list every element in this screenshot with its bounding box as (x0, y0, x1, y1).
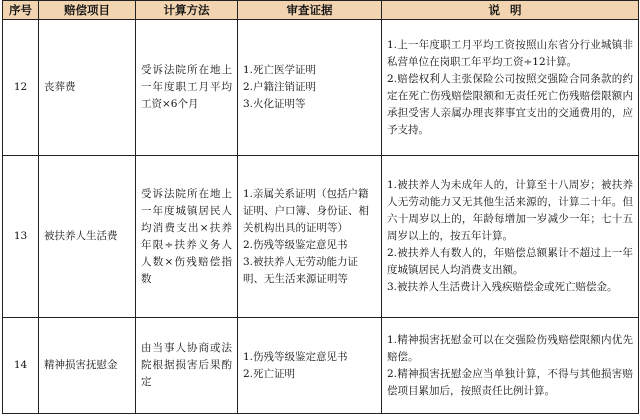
row-desc (382, 156, 639, 318)
header-no: 序号 (3, 1, 39, 20)
desc-line: 1.精神损害抚慰金可以在交强险伤残赔偿限额内优先赔偿。 (387, 333, 633, 363)
proof-line: 2.死亡证明 (243, 367, 296, 380)
row-desc (382, 318, 639, 414)
header-item: 赔偿项目 (39, 1, 136, 20)
row-method: 受诉法院所在地上一年度城镇居民人均消费支出×扶养年限÷扶养义务人人数×伤残赔偿指数 (136, 156, 238, 318)
row-item: 被扶养人生活费 (39, 156, 136, 318)
header-row (3, 1, 639, 20)
row-method: 受诉法院所在地上一年度职工月平均工资×6个月 (136, 20, 238, 156)
row-no: 12 (3, 20, 39, 156)
proof-line: 1.死亡医学证明 (243, 64, 317, 76)
proof-line: 2.伤残等级鉴定意见书 (243, 238, 348, 251)
desc-line: 1.上一年度职工月平均工资按照山东省分行业城镇非私营单位在岗职工年平均工资÷12计算。 (387, 38, 633, 68)
row-proof (238, 156, 382, 318)
header-method: 计算方法 (136, 1, 238, 20)
table-row (3, 318, 639, 414)
desc-line: 1.被扶养人为未成年人的，计算至十八周岁；被扶养人无劳动能力又无其他生活来源的，计算二十年。但六十周岁以上的，年龄每增加一岁减少一年；七十五周岁以上的，按五年计算。 (387, 179, 633, 242)
proof-line: 3.被扶养人无劳动能力证明、无生活来源证明等 (243, 255, 359, 285)
header-desc: 说明 (382, 1, 639, 20)
proof-line: 1.伤残等级鉴定意见书 (243, 350, 348, 363)
row-desc (382, 20, 639, 156)
compensation-table (2, 0, 639, 414)
row-item: 丧葬费 (39, 20, 136, 156)
row-proof (238, 318, 382, 414)
desc-line: 3.被扶养人生活费计入残疾赔偿金或死亡赔偿金。 (387, 281, 618, 293)
table-row (3, 20, 639, 156)
desc-line: 2.被扶养人有数人的，年赔偿总额累计不超过上一年度城镇居民人均消费支出额。 (387, 247, 633, 276)
proof-line: 3.火化证明等 (243, 98, 306, 110)
row-proof (238, 20, 382, 156)
row-no: 14 (3, 318, 39, 414)
proof-line: 1.亲属关系证明（包括户籍证明、户口簿、身份证、相关机构出具的证明等） (243, 187, 369, 234)
proof-line: 2.户籍注销证明 (243, 81, 317, 93)
row-no: 13 (3, 156, 39, 318)
table-row (3, 156, 639, 318)
desc-line: 2.赔偿权利人主张保险公司按照交强险合同条款的约定在死亡伤残赔偿限额和无责任死亡伤残赔偿限额内承担受害人亲属办理丧葬事宜支出的交通费用的，应予支持。 (387, 72, 633, 136)
row-method: 由当事人协商或法院根据损害后果酌定 (136, 318, 238, 414)
desc-line: 2.精神损害抚慰金应当单独计算，不得与其他损害赔偿项目累加后，按照责任比例计算。 (387, 367, 633, 397)
header-proof: 审查证据 (238, 1, 382, 20)
row-item: 精神损害抚慰金 (39, 318, 136, 414)
